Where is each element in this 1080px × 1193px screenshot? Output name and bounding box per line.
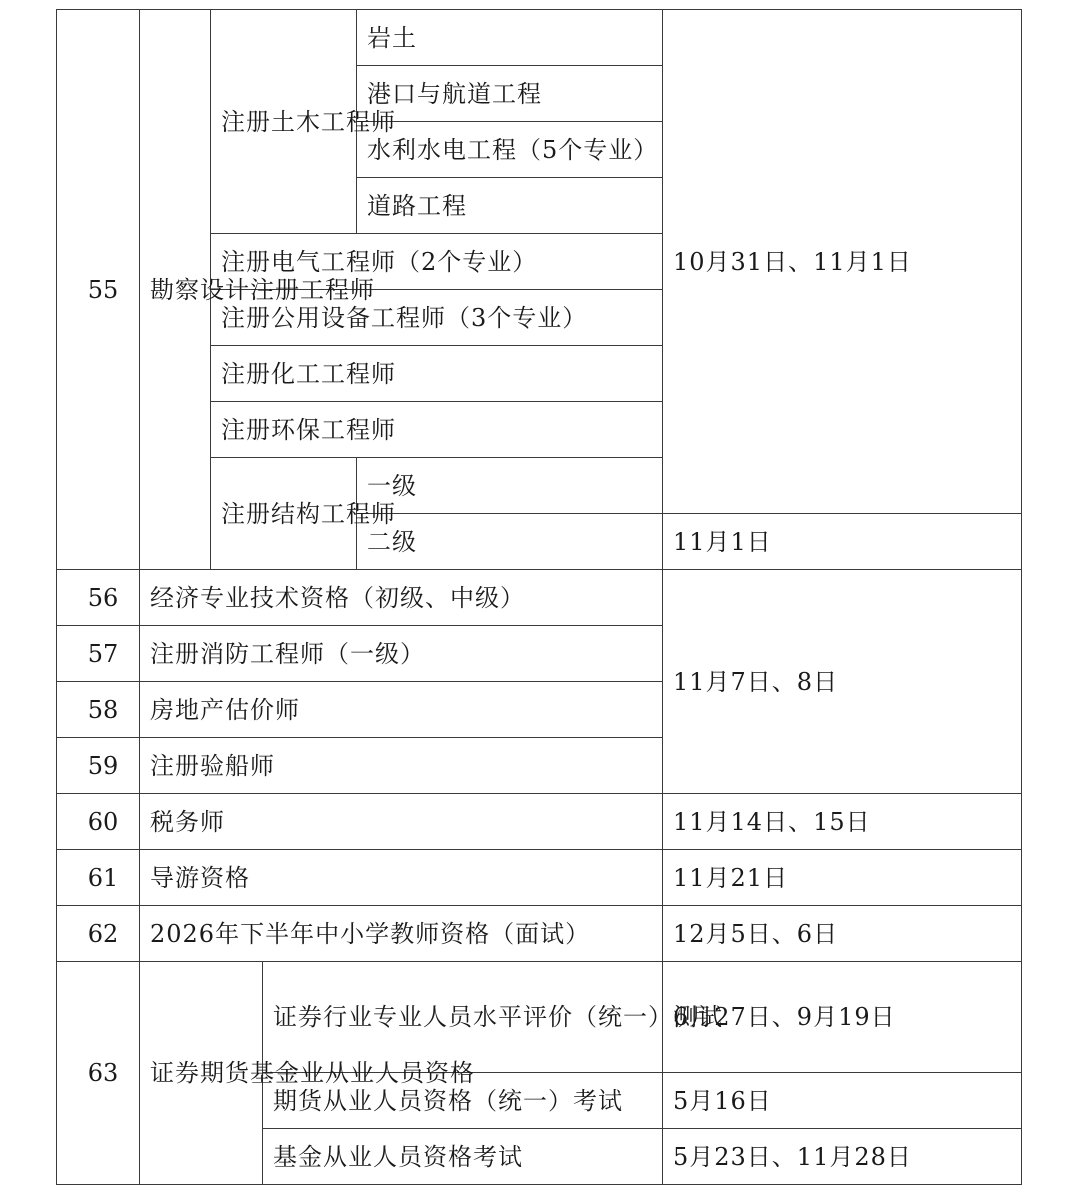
exam-date: 5月23日、11月28日 bbox=[663, 1129, 1022, 1185]
qualification-name: 注册环保工程师 bbox=[211, 402, 663, 458]
qualification-name: 注册化工工程师 bbox=[211, 346, 663, 402]
qualification-name: 房地产估价师 bbox=[140, 682, 663, 738]
row-number: 60 bbox=[57, 794, 140, 850]
specialty-cell: 港口与航道工程 bbox=[357, 66, 663, 122]
row-number: 58 bbox=[57, 682, 140, 738]
table-row bbox=[57, 794, 1022, 850]
category-label: 勘察设计注册工程师 bbox=[140, 10, 211, 570]
qualification-name: 注册消防工程师（一级） bbox=[140, 626, 663, 682]
qualification-name: 基金从业人员资格考试 bbox=[263, 1129, 663, 1185]
qualification-name: 注册电气工程师（2个专业） bbox=[211, 234, 663, 290]
category-label: 证券期货基金业从业人员资格 bbox=[140, 962, 263, 1185]
row-number: 56 bbox=[57, 570, 140, 626]
row-number: 62 bbox=[57, 906, 140, 962]
civil-engineer-label: 注册土木工程师 bbox=[211, 10, 357, 234]
exam-date: 11月14日、15日 bbox=[663, 794, 1022, 850]
qualification-name: 2026年下半年中小学教师资格（面试） bbox=[140, 906, 663, 962]
qualification-name: 证券行业专业人员水平评价（统一）测试 bbox=[263, 962, 663, 1073]
exam-date: 6月27日、9月19日 bbox=[663, 962, 1022, 1073]
qualification-name: 期货从业人员资格（统一）考试 bbox=[263, 1073, 663, 1129]
table-row bbox=[57, 10, 1022, 66]
row-number: 57 bbox=[57, 626, 140, 682]
exam-schedule-table bbox=[56, 9, 1022, 1185]
specialty-cell: 水利水电工程（5个专业） bbox=[357, 122, 663, 178]
row-number: 55 bbox=[57, 10, 140, 570]
table-row bbox=[57, 850, 1022, 906]
qualification-name: 注册验船师 bbox=[140, 738, 663, 794]
table-row bbox=[57, 570, 1022, 626]
level-cell: 一级 bbox=[357, 458, 663, 514]
structural-engineer-label: 注册结构工程师 bbox=[211, 458, 357, 570]
table-row bbox=[57, 962, 1022, 1073]
specialty-cell: 岩土 bbox=[357, 10, 663, 66]
exam-date: 5月16日 bbox=[663, 1073, 1022, 1129]
table-row bbox=[57, 906, 1022, 962]
exam-date: 11月1日 bbox=[663, 514, 1022, 570]
qualification-name: 注册公用设备工程师（3个专业） bbox=[211, 290, 663, 346]
exam-date: 11月21日 bbox=[663, 850, 1022, 906]
row-number: 59 bbox=[57, 738, 140, 794]
qualification-name: 导游资格 bbox=[140, 850, 663, 906]
row-number: 61 bbox=[57, 850, 140, 906]
exam-date: 10月31日、11月1日 bbox=[663, 10, 1022, 514]
row-number: 63 bbox=[57, 962, 140, 1185]
exam-date: 11月7日、8日 bbox=[663, 570, 1022, 794]
qualification-name: 税务师 bbox=[140, 794, 663, 850]
qualification-name: 经济专业技术资格（初级、中级） bbox=[140, 570, 663, 626]
specialty-cell: 道路工程 bbox=[357, 178, 663, 234]
level-cell: 二级 bbox=[357, 514, 663, 570]
exam-date: 12月5日、6日 bbox=[663, 906, 1022, 962]
